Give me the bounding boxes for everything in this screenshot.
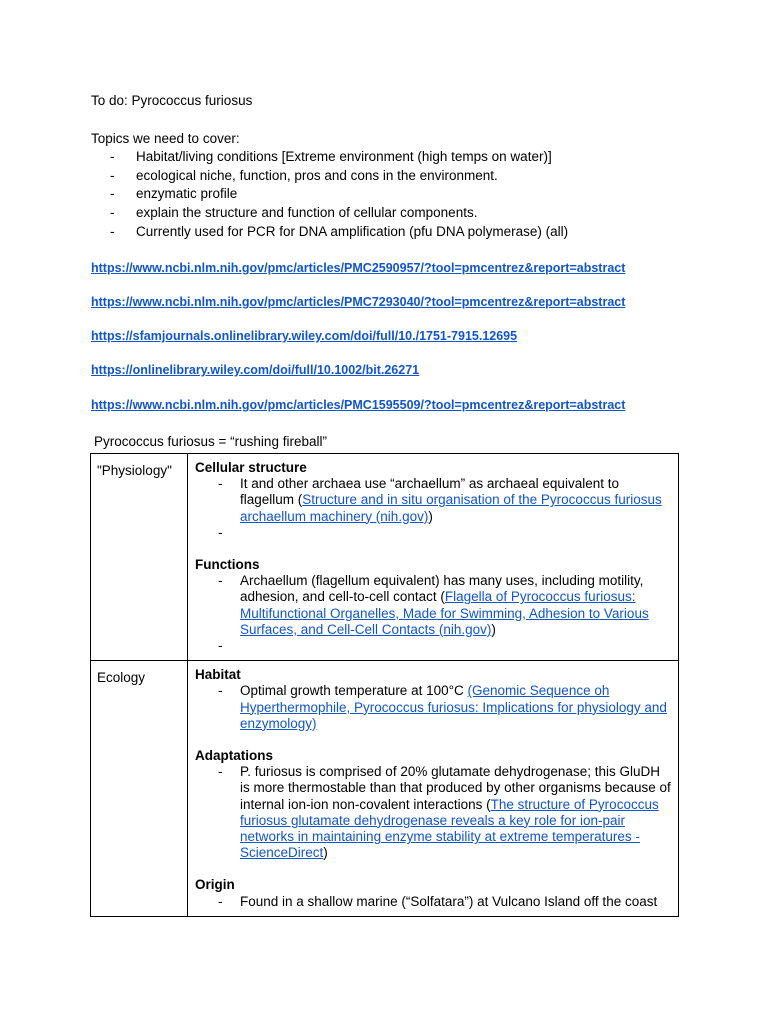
topics-list <box>110 148 568 242</box>
section-title-functions: Functions <box>195 557 260 573</box>
citation-link[interactable]: The structure of Pyrococcus furiosus glutamate dehydrogenase reveals a key role for ion-pair networks in maintaining enzyme stability at extreme temperatures - ScienceDirect <box>240 796 659 861</box>
topic-item: - explain the structure and function of cellular components. <box>110 204 568 223</box>
bullet-list <box>195 573 671 654</box>
reference-link[interactable]: https://www.ncbi.nlm.nih.gov/pmc/articles/PMC7293040/?tool=pmcentrez&report=abstract <box>91 295 626 309</box>
section-title-adaptations: Adaptations <box>195 748 274 764</box>
citation-link[interactable]: (Genomic Sequence oh Hyperthermophile, Pyrococcus furiosus: Implications for physiology and enzymology) <box>240 683 667 731</box>
list-item: - <box>218 524 223 540</box>
ecology-content <box>188 661 679 917</box>
topics-heading: Topics we need to cover: <box>91 131 240 146</box>
row-label-ecology: Ecology <box>91 661 188 917</box>
topic-item: - ecological niche, function, pros and cons in the environment. <box>110 167 568 186</box>
section-title-cellular-structure: Cellular structure <box>195 460 307 475</box>
topic-item: - Habitat/living conditions [Extreme environment (high temps on water)] <box>110 148 568 167</box>
bullet-dash: - <box>110 186 115 202</box>
section-title-origin: Origin <box>195 877 235 893</box>
bullet-dash: - <box>110 149 115 164</box>
bullet-list <box>195 683 671 732</box>
topic-item: - Currently used for PCR for DNA amplification (pfu DNA polymerase) (all) <box>110 223 568 242</box>
bullet-dash: - <box>110 223 115 239</box>
bullet-list <box>195 894 671 910</box>
info-table <box>90 453 679 917</box>
list-item: - P. furiosus is comprised of 20% glutamate dehydrogenase; this GluDH is more thermostable than that produced by other organisms because of internal ion-ion non-covalent interactions (The structure of Pyrococcus furiosus glutamate dehydrogenase reveals a key role for ion-pair networks in maintaining enzyme stability at extreme temperatures - ScienceDirect) <box>218 764 671 861</box>
list-item: - Archaellum (flagellum equivalent) has many uses, including motility, adhesion, and cell-to-cell contact (Flagella of Pyrococcus furiosus: Multifunctional Organelles, Made for Swimming, Adhesion to Various Surfaces, and Cell-Cell Contacts (nih.gov)) <box>218 573 649 637</box>
list-item: - Found in a shallow marine (“Solfatara”) at Vulcano Island off the coast <box>218 893 658 909</box>
list-item: - <box>218 638 223 654</box>
list-item: - Optimal growth temperature at 100°C (Genomic Sequence oh Hyperthermophile, Pyrococcus furiosus: Implications for physiology and enzymology) <box>218 683 667 731</box>
bullet-dash: - <box>110 205 115 221</box>
reference-link[interactable]: https://onlinelibrary.wiley.com/doi/full/10.1002/bit.26271 <box>91 363 420 377</box>
citation-link[interactable]: Flagella of Pyrococcus furiosus: Multifunctional Organelles, Made for Swimming, Adhesion to Various Surfaces, and Cell-Cell Contacts (nih.gov) <box>240 589 649 637</box>
citation-link[interactable]: Structure and in situ organisation of the Pyrococcus furiosus archaellum machinery (nih.gov) <box>240 492 662 524</box>
reference-link[interactable]: https://sfamjournals.onlinelibrary.wiley.com/doi/full/10./1751-7915.12695 <box>91 329 518 343</box>
table-row-ecology <box>91 661 679 917</box>
bullet-dash: - <box>110 167 115 183</box>
list-item: - It and other archaea use “archaellum” as archaeal equivalent to flagellum (Structure and in situ organisation of the Pyrococcus furiosus archaellum machinery (nih.gov)) <box>218 476 662 524</box>
section-title-habitat: Habitat <box>195 667 241 683</box>
table-caption: Pyrococcus furiosus = “rushing fireball” <box>94 434 327 449</box>
todo-title: To do: Pyrococcus furiosus <box>91 93 253 108</box>
table-row-physiology <box>91 454 679 661</box>
bullet-list <box>195 476 671 541</box>
row-label-physiology: "Physiology" <box>91 454 188 661</box>
topic-item: - enzymatic profile <box>110 185 568 204</box>
reference-link[interactable]: https://www.ncbi.nlm.nih.gov/pmc/articles/PMC1595509/?tool=pmcentrez&report=abstract <box>91 398 626 412</box>
reference-link[interactable]: https://www.ncbi.nlm.nih.gov/pmc/articles/PMC2590957/?tool=pmcentrez&report=abstract <box>91 261 626 275</box>
bullet-list <box>195 764 671 861</box>
physiology-content <box>188 454 679 661</box>
